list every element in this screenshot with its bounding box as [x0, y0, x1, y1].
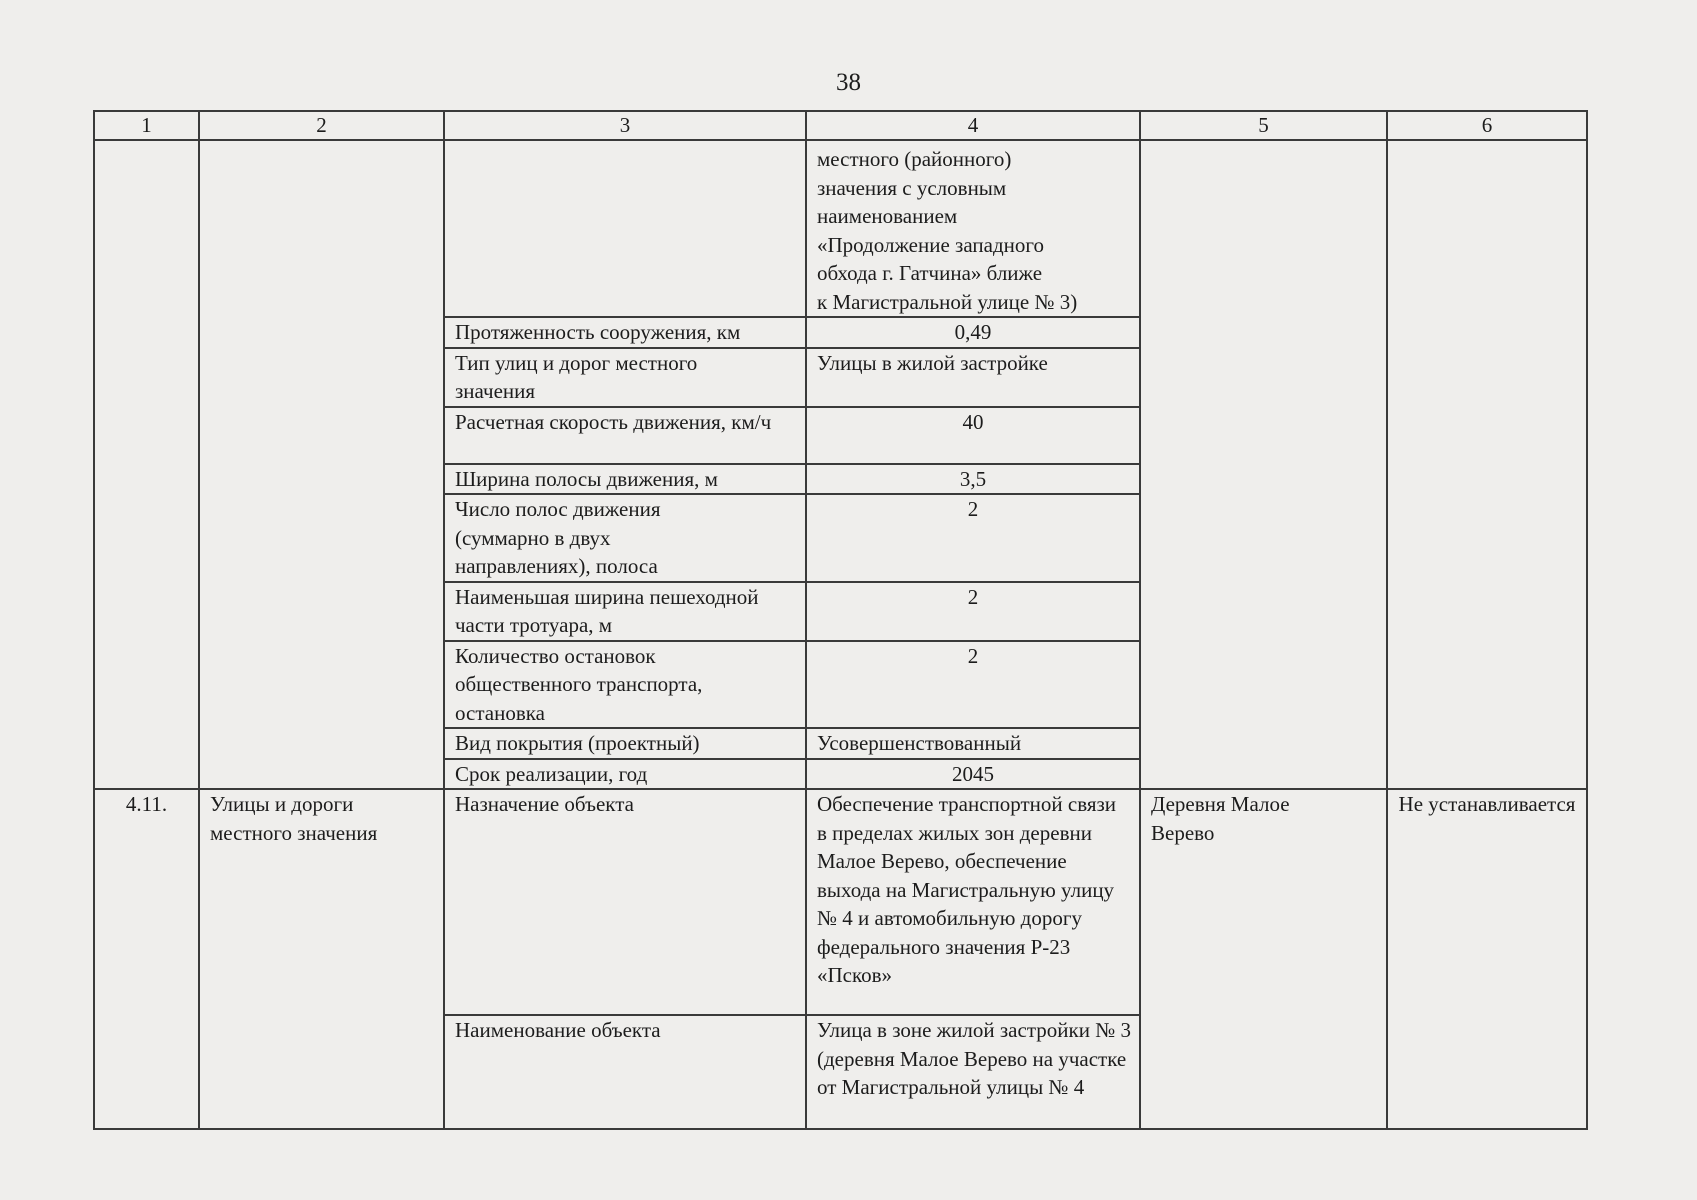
- header-cell: 5: [1140, 111, 1387, 140]
- item-location: Деревня Малое Верево: [1140, 789, 1387, 1129]
- param-cell: Ширина полосы движения, м: [444, 464, 806, 495]
- value-line: обхода г. Гатчина» ближе: [817, 261, 1043, 285]
- param-cell: Расчетная скорость движения, км/ч: [444, 407, 806, 464]
- header-cell: 6: [1387, 111, 1587, 140]
- cell-zone-continued: [1387, 140, 1587, 789]
- value-cell: 2: [806, 582, 1140, 641]
- item-number: 4.11.: [94, 789, 199, 1129]
- value-cell: Усовершенствованный: [806, 728, 1140, 759]
- value-cell: 3,5: [806, 464, 1140, 495]
- item-name: Улицы и дороги местного значения: [199, 789, 444, 1129]
- value-cell: 2: [806, 641, 1140, 729]
- value-cell: Улицы в жилой застройке: [806, 348, 1140, 407]
- param-cell: Протяженность сооружения, км: [444, 317, 806, 348]
- value-cell: 40: [806, 407, 1140, 464]
- value-cell: 0,49: [806, 317, 1140, 348]
- value-line: местного (районного): [817, 147, 1012, 171]
- cell-number-continued: [94, 140, 199, 789]
- table-row: [94, 789, 1587, 1015]
- cell-value-continued: [806, 140, 1140, 317]
- param-cell: Назначение объекта: [444, 789, 806, 1015]
- cell-location-continued: [1140, 140, 1387, 789]
- header-cell: 4: [806, 111, 1140, 140]
- value-cell: 2: [806, 494, 1140, 582]
- param-cell: Наименьшая ширина пешеходной части тротуара, м: [444, 582, 806, 641]
- param-cell: Срок реализации, год: [444, 759, 806, 790]
- header-cell: 1: [94, 111, 199, 140]
- value-line: «Продолжение западного: [817, 232, 1044, 257]
- param-cell: Вид покрытия (проектный): [444, 728, 806, 759]
- cell-param-continued: [444, 140, 806, 317]
- param-cell: Количество остановок общественного транспорта, остановка: [444, 641, 806, 729]
- header-cell: 2: [199, 111, 444, 140]
- cell-name-continued: [199, 140, 444, 789]
- param-cell: Тип улиц и дорог местного значения: [444, 348, 806, 407]
- page-number: 38: [836, 69, 861, 96]
- value-line: наименованием: [817, 204, 958, 228]
- value-cell: Улица в зоне жилой застройки № 3 (деревня Малое Верево на участке от Магистральной улицы № 4: [806, 1015, 1140, 1129]
- objects-table: [93, 110, 1588, 1130]
- value-line: к Магистральной улице № 3): [817, 289, 1078, 314]
- value-cell: 2045: [806, 759, 1140, 790]
- item-zone: Не устанавливается: [1387, 789, 1587, 1129]
- table-header-row: [94, 111, 1587, 140]
- header-cell: 3: [444, 111, 806, 140]
- table-row: [94, 140, 1587, 317]
- param-cell: Число полос движения (суммарно в двух направлениях), полоса: [444, 494, 806, 582]
- value-cell: Обеспечение транспортной связи в пределах жилых зон деревни Малое Верево, обеспечение выхода на Магистральную улицу № 4 и автомобильную дорогу федерального значения Р-23 «Псков»: [806, 789, 1140, 1015]
- value-line: значения с условным: [817, 175, 1007, 200]
- param-cell: Наименование объекта: [444, 1015, 806, 1129]
